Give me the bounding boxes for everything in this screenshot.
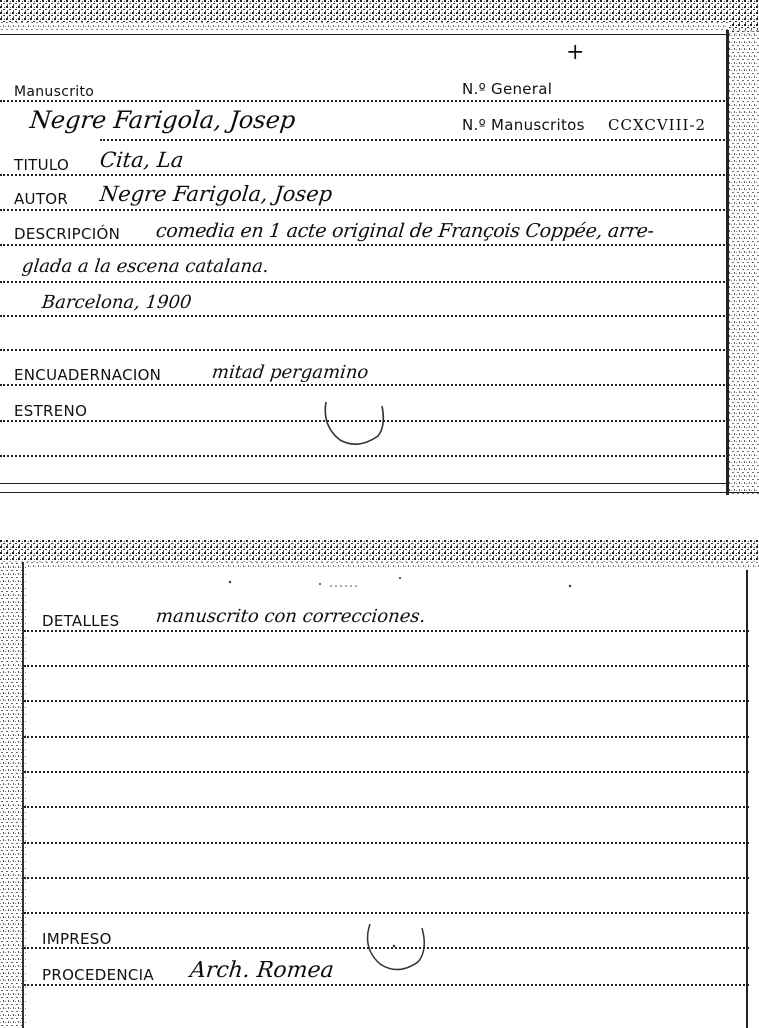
value-n-manuscritos: CCXCVIII-2: [608, 116, 707, 134]
faint-stamp-circle-back: [360, 912, 430, 978]
value-autor: Negre Farigola, Josep: [98, 182, 334, 206]
value-procedencia: Arch. Romea: [188, 958, 336, 983]
label-impreso: IMPRESO: [42, 930, 112, 948]
label-n-manuscritos: N.º Manuscritos: [462, 116, 585, 134]
scan-noise-top: [0, 0, 759, 34]
scan-noise-right: [726, 30, 759, 495]
value-descripcion-line3: Barcelona, 1900: [40, 292, 193, 313]
scan-noise-top-back: [0, 540, 759, 570]
label-n-general: N.º General: [462, 80, 553, 98]
value-manuscrito: Negre Farigola, Josep: [28, 106, 297, 134]
label-autor: AUTOR: [14, 190, 69, 208]
label-titulo: TITULO: [14, 156, 70, 174]
value-titulo: Cita, La: [98, 148, 185, 172]
value-detalles: manuscrito con correcciones.: [154, 606, 427, 627]
label-encuadernacion: ENCUADERNACION: [14, 366, 162, 384]
value-descripcion-line1: comedia en 1 acte original de François Coppée, arre-: [154, 220, 655, 242]
catalog-card-back: [0, 540, 759, 1028]
faint-specks: [210, 570, 630, 594]
scan-noise-left: [0, 562, 26, 1028]
faint-stamp-circle: [318, 396, 390, 448]
value-encuadernacion: mitad pergamino: [210, 362, 370, 383]
label-detalles: DETALLES: [42, 612, 120, 630]
label-descripcion: DESCRIPCIÓN: [14, 225, 121, 243]
label-estreno: ESTRENO: [14, 402, 88, 420]
cross-mark: +: [566, 40, 585, 65]
value-descripcion-line2: glada a la escena catalana.: [20, 256, 270, 277]
label-manuscrito: Manuscrito: [14, 84, 95, 100]
catalog-card-front: [0, 0, 759, 495]
label-procedencia: PROCEDENCIA: [42, 966, 154, 984]
